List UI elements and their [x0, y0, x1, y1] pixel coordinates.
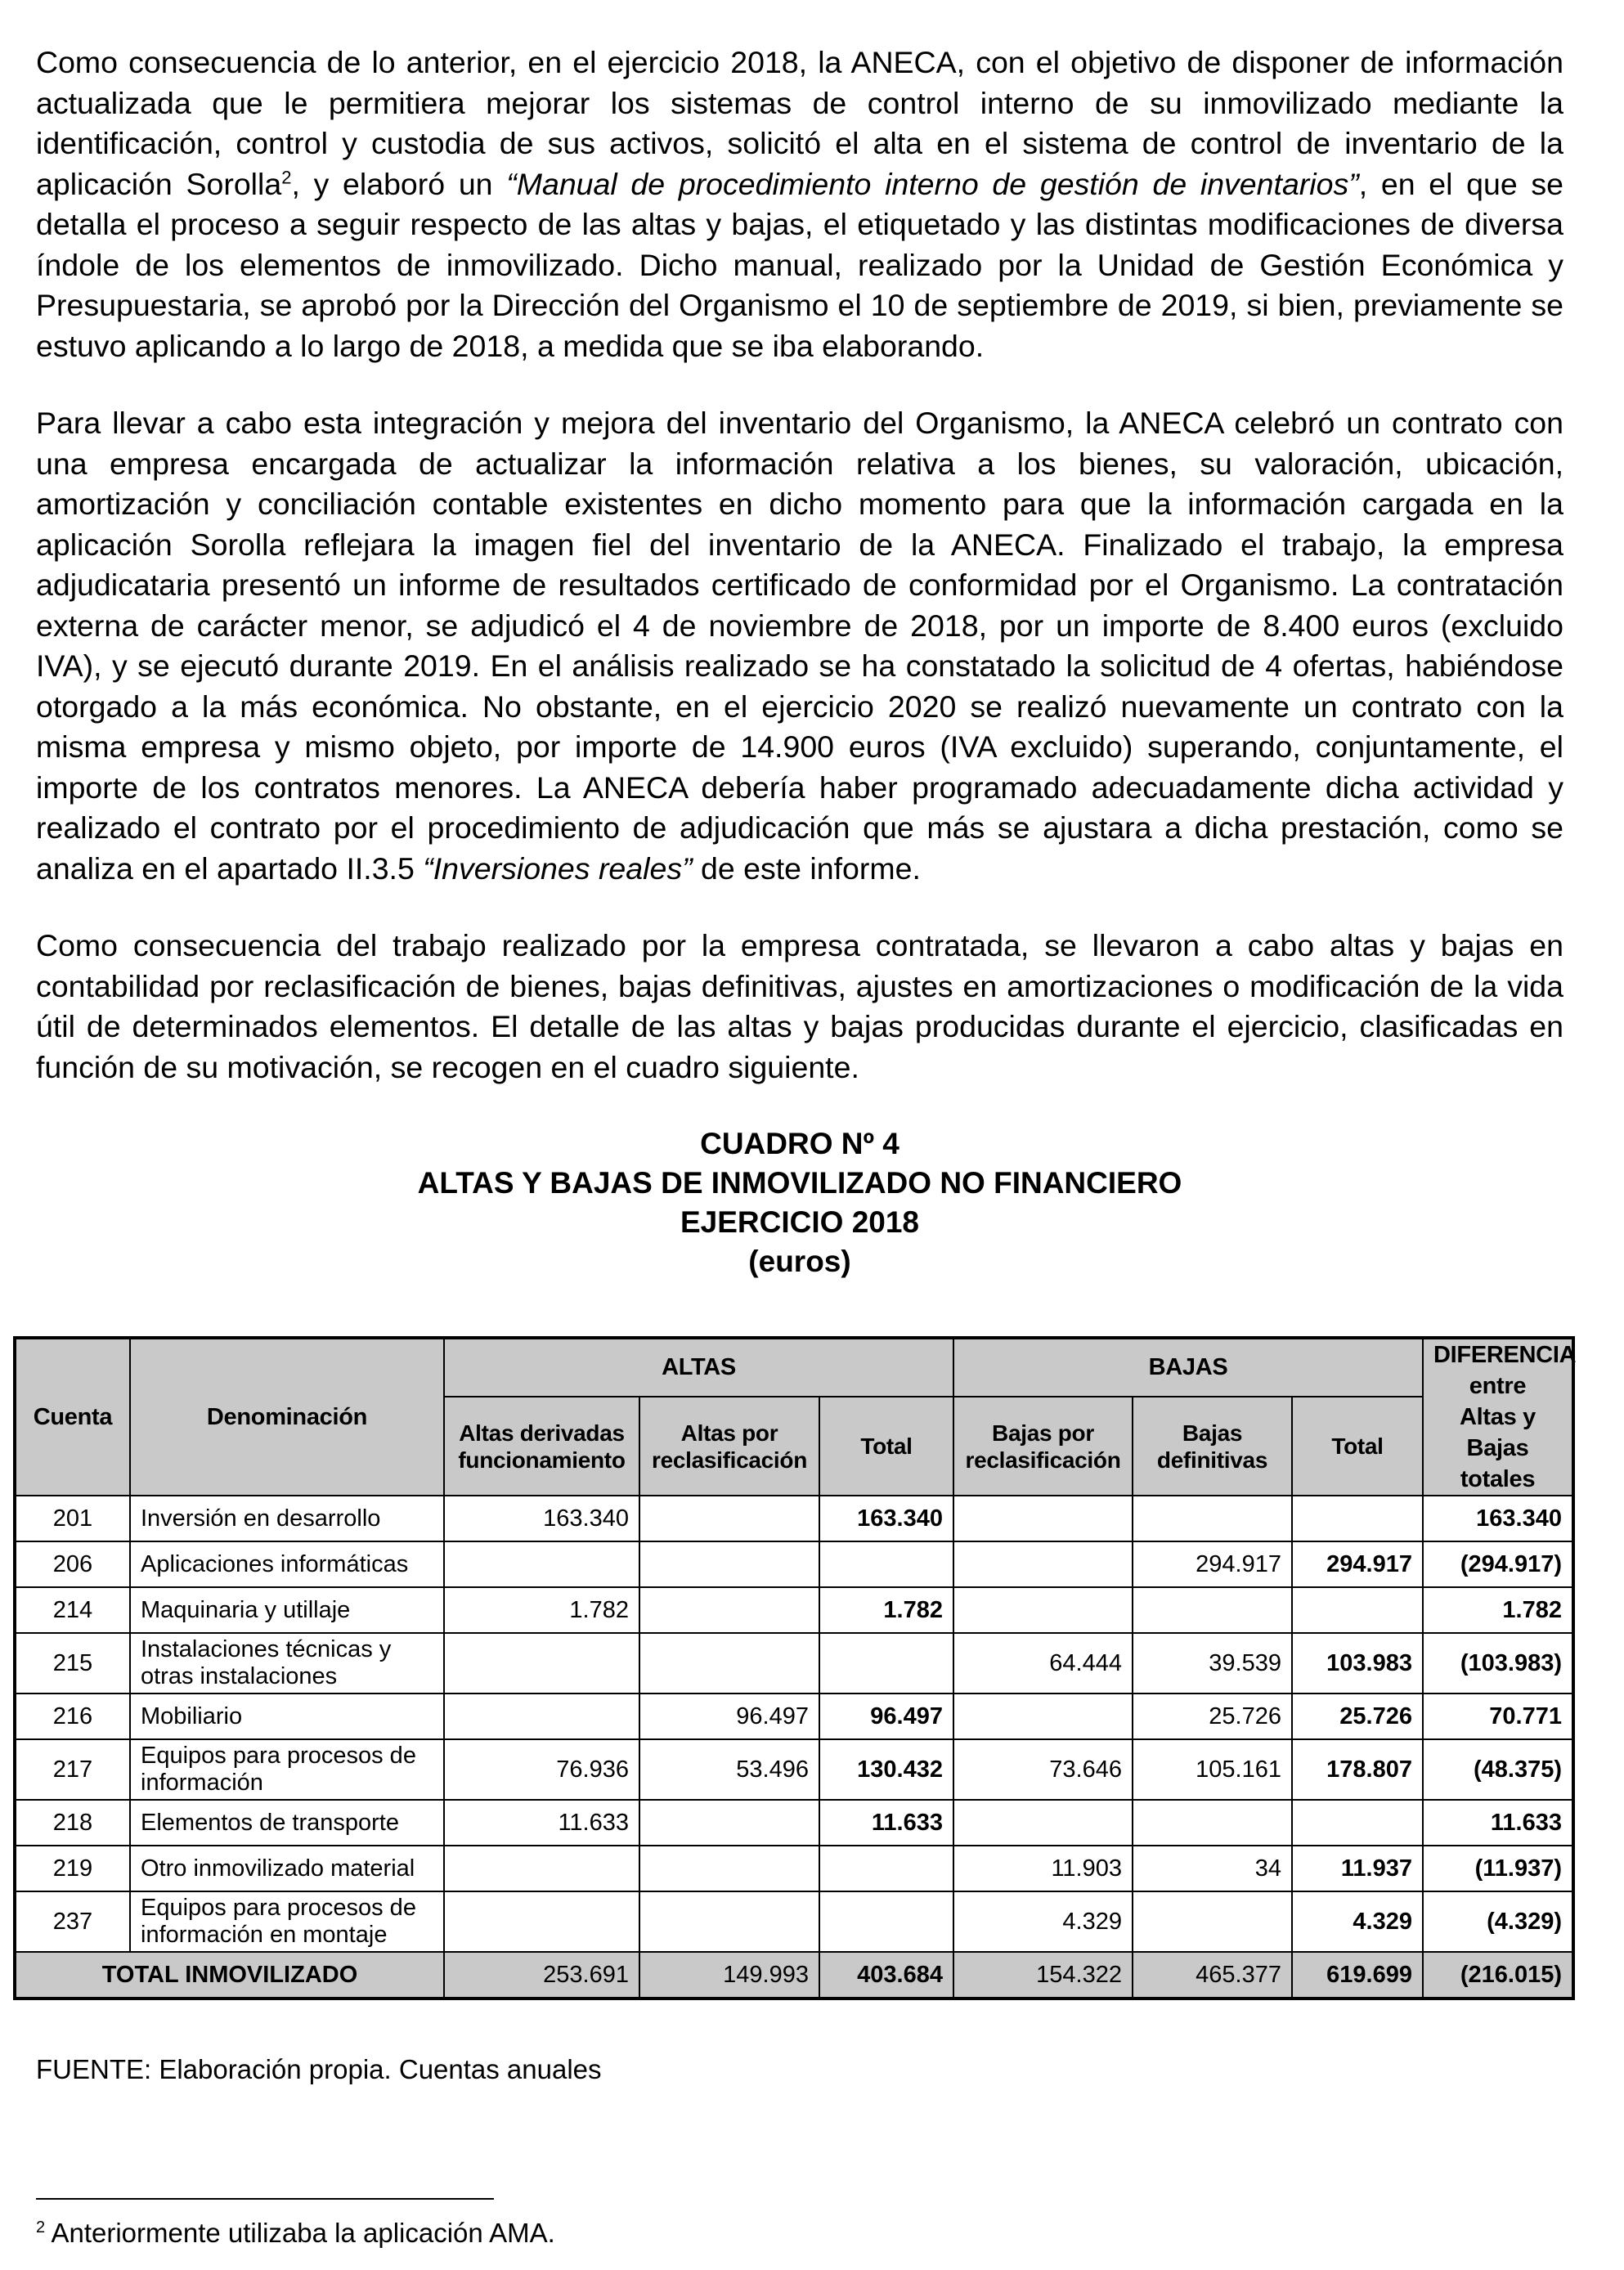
footnote	[36, 2218, 555, 2249]
cell-diferencia: (294.917)	[1423, 1541, 1573, 1587]
cell-denominacion-line2: otras instalaciones	[141, 1663, 338, 1689]
cell-cuenta: 217	[15, 1739, 130, 1800]
cell-bajas-definitivas: 294.917	[1133, 1541, 1292, 1587]
cell-altas-total: 11.633	[819, 1800, 953, 1846]
footnote-number: 2	[36, 2218, 46, 2236]
cell-denominacion: Maquinaria y utillaje	[130, 1587, 444, 1633]
cell-altas-funcionamiento	[444, 1891, 639, 1952]
cell-bajas-definitivas	[1133, 1587, 1292, 1633]
header-altas-reclasificacion	[639, 1397, 819, 1496]
footnote-reference: 2	[281, 167, 292, 187]
cell-altas-reclasificacion	[639, 1633, 819, 1694]
cell-diferencia: 1.782	[1423, 1587, 1573, 1633]
cell-altas-total: 1.782	[819, 1587, 953, 1633]
cell-diferencia: 11.633	[1423, 1800, 1573, 1846]
cell-altas-funcionamiento: 76.936	[444, 1739, 639, 1800]
paragraph-2	[36, 403, 1563, 889]
total-bajas-total: 619.699	[1292, 1952, 1423, 1999]
manual-title: “Manual de procedimiento interno de gestión de inventarios”	[506, 166, 1359, 201]
document-page	[36, 43, 1563, 1281]
header-denominacion: Denominación	[130, 1338, 444, 1496]
total-altas-funcionamiento: 253.691	[444, 1952, 639, 1999]
table-title-year: EJERCICIO 2018	[680, 1205, 920, 1239]
cell-altas-total: 163.340	[819, 1496, 953, 1541]
cell-altas-reclasificacion	[639, 1846, 819, 1891]
cell-bajas-total: 4.329	[1292, 1891, 1423, 1952]
cell-denominacion-line2: información en montaje	[141, 1922, 388, 1948]
header-altas-funcionamiento-line2: funcionamiento	[458, 1447, 626, 1473]
cell-bajas-total: 103.983	[1292, 1633, 1423, 1694]
cell-bajas-reclasificacion: 64.444	[953, 1633, 1133, 1694]
cell-bajas-reclasificacion	[953, 1587, 1133, 1633]
cell-denominacion	[130, 1891, 444, 1952]
cell-denominacion: Inversión en desarrollo	[130, 1496, 444, 1541]
cell-altas-reclasificacion	[639, 1587, 819, 1633]
cell-bajas-total: 178.807	[1292, 1739, 1423, 1800]
header-altas-funcionamiento-line1: Altas derivadas	[459, 1420, 625, 1446]
paragraph-1	[36, 43, 1563, 366]
header-bajas-reclasificacion-line2: reclasificación	[965, 1447, 1121, 1473]
table-row	[15, 1496, 1573, 1541]
cell-diferencia: (11.937)	[1423, 1846, 1573, 1891]
cell-bajas-reclasificacion	[953, 1541, 1133, 1587]
table-row	[15, 1739, 1573, 1800]
cell-altas-reclasificacion: 96.497	[639, 1694, 819, 1739]
cell-diferencia: (103.983)	[1423, 1633, 1573, 1694]
header-bajas-definitivas	[1133, 1397, 1292, 1496]
cell-cuenta: 218	[15, 1800, 130, 1846]
cell-bajas-definitivas: 39.539	[1133, 1633, 1292, 1694]
cell-bajas-definitivas	[1133, 1800, 1292, 1846]
header-altas: ALTAS	[444, 1338, 953, 1397]
cell-denominacion	[130, 1633, 444, 1694]
header-diferencia-line2: entre	[1469, 1373, 1527, 1399]
cell-denominacion: Aplicaciones informáticas	[130, 1541, 444, 1587]
paragraph-2-text-a: Para llevar a cabo esta integración y mejora del inventario del Organismo, la ANECA celebró un contrato con una empresa encargada de actualizar la información relativa a los bienes, su valoración, ubicación, amortización y conciliación contable existentes en dicho momento para que la información cargada en la aplicación Sorolla reflejara la imagen fiel del inventario de la ANECA. Finalizado el trabajo, la empresa adjudicataria presentó un informe de resultados certificado de conformidad por el Organismo. La contratación externa de carácter menor, se adjudicó el 4 de noviembre de 2018, por un importe de 8.400 euros (excluido IVA), y se ejecutó durante 2019. En el análisis realizado se ha constatado la solicitud de 4 ofertas, habiéndose otorgado a la más económica. No obstante, en el ejercicio 2020 se realizó nuevamente un contrato con la misma empresa y mismo objeto, por importe de 14.900 euros (IVA excluido) superando, conjuntamente, el importe de los contratos menores. La ANECA debería haber programado adecuadamente dicha actividad y realizado el contrato por el procedimiento de adjudicación que más se ajustara a dicha prestación, como se analiza en el apartado II.3.5	[36, 406, 1563, 886]
cell-bajas-total: 11.937	[1292, 1846, 1423, 1891]
cell-altas-reclasificacion	[639, 1541, 819, 1587]
table-title	[36, 1124, 1563, 1281]
table-total-row	[15, 1952, 1573, 1999]
table-title-unit: (euros)	[748, 1245, 851, 1278]
cell-bajas-definitivas: 34	[1133, 1846, 1292, 1891]
cell-cuenta: 216	[15, 1694, 130, 1739]
cell-altas-reclasificacion	[639, 1891, 819, 1952]
table-row	[15, 1800, 1573, 1846]
cell-diferencia: (4.329)	[1423, 1891, 1573, 1952]
header-altas-funcionamiento	[444, 1397, 639, 1496]
cell-altas-funcionamiento: 1.782	[444, 1587, 639, 1633]
cell-altas-total	[819, 1633, 953, 1694]
paragraph-1-text-c: , en el que se detalla el proceso a seguir respecto de las altas y bajas, el etiquetado y las distintas modificaciones de diversa índole de los elementos de inmovilizado. Dicho manual, realizado por la Unidad de Gestión Económica y Presupuestaria, se aprobó por la Dirección del Organismo el 10 de septiembre de 2019, si bien, previamente se estuvo aplicando a lo largo de 2018, a medida que se iba elaborando.	[36, 166, 1564, 363]
table-row	[15, 1633, 1573, 1694]
footnote-divider	[36, 2198, 494, 2200]
cell-bajas-reclasificacion	[953, 1694, 1133, 1739]
cell-cuenta: 219	[15, 1846, 130, 1891]
cell-bajas-definitivas: 25.726	[1133, 1694, 1292, 1739]
header-diferencia-line3: Altas y Bajas	[1460, 1404, 1536, 1461]
cell-altas-funcionamiento	[444, 1846, 639, 1891]
cell-diferencia: 70.771	[1423, 1694, 1573, 1739]
cell-denominacion: Mobiliario	[130, 1694, 444, 1739]
cell-denominacion-line1: Equipos para procesos de	[141, 1895, 416, 1921]
cell-diferencia: 163.340	[1423, 1496, 1573, 1541]
header-cuenta: Cuenta	[15, 1338, 130, 1496]
paragraph-2-text-b: de este informe.	[692, 850, 921, 886]
cell-altas-reclasificacion: 53.496	[639, 1739, 819, 1800]
header-bajas-definitivas-line1: Bajas	[1182, 1420, 1243, 1446]
cell-diferencia: (48.375)	[1423, 1739, 1573, 1800]
cell-altas-total	[819, 1891, 953, 1952]
total-diferencia: (216.015)	[1423, 1952, 1573, 1999]
header-bajas-reclasificacion	[953, 1397, 1133, 1496]
cell-altas-reclasificacion	[639, 1496, 819, 1541]
section-reference: “Inversiones reales”	[423, 850, 693, 886]
cell-denominacion-line1: Instalaciones técnicas y	[141, 1636, 392, 1662]
cell-bajas-reclasificacion: 4.329	[953, 1891, 1133, 1952]
footnote-text: Anteriormente utilizaba la aplicación AMA.	[45, 2218, 555, 2248]
cell-denominacion	[130, 1739, 444, 1800]
cell-altas-funcionamiento: 11.633	[444, 1800, 639, 1846]
cell-cuenta: 237	[15, 1891, 130, 1952]
cell-bajas-reclasificacion: 11.903	[953, 1846, 1133, 1891]
altas-bajas-table	[13, 1336, 1575, 2000]
header-diferencia	[1423, 1338, 1577, 1496]
cell-bajas-total	[1292, 1587, 1423, 1633]
cell-altas-total: 130.432	[819, 1739, 953, 1800]
cell-altas-total	[819, 1541, 953, 1587]
table-row	[15, 1587, 1573, 1633]
table-row	[15, 1541, 1573, 1587]
cell-bajas-reclasificacion: 73.646	[953, 1739, 1133, 1800]
total-label: TOTAL INMOVILIZADO	[15, 1952, 444, 1999]
cell-altas-reclasificacion	[639, 1800, 819, 1846]
total-bajas-reclasificacion: 154.322	[953, 1952, 1133, 1999]
cell-cuenta: 214	[15, 1587, 130, 1633]
cell-bajas-total	[1292, 1496, 1423, 1541]
cell-cuenta: 215	[15, 1633, 130, 1694]
header-bajas-total: Total	[1292, 1397, 1423, 1496]
cell-altas-funcionamiento	[444, 1541, 639, 1587]
cell-altas-funcionamiento: 163.340	[444, 1496, 639, 1541]
table-title-name: ALTAS Y BAJAS DE INMOVILIZADO NO FINANCIERO	[417, 1166, 1182, 1200]
cell-cuenta: 201	[15, 1496, 130, 1541]
header-altas-total: Total	[819, 1397, 953, 1496]
cell-bajas-total: 25.726	[1292, 1694, 1423, 1739]
header-diferencia-line4: totales	[1460, 1466, 1536, 1492]
cell-denominacion: Elementos de transporte	[130, 1800, 444, 1846]
cell-bajas-definitivas	[1133, 1891, 1292, 1952]
total-bajas-definitivas: 465.377	[1133, 1952, 1292, 1999]
cell-altas-funcionamiento	[444, 1694, 639, 1739]
paragraph-1-text-b: , y elaboró un	[291, 166, 507, 201]
header-bajas-reclasificacion-line1: Bajas por	[992, 1420, 1094, 1446]
cell-bajas-definitivas: 105.161	[1133, 1739, 1292, 1800]
table-source: FUENTE: Elaboración propia. Cuentas anuales	[36, 2054, 602, 2084]
header-bajas: BAJAS	[953, 1338, 1423, 1397]
cell-bajas-total: 294.917	[1292, 1541, 1423, 1587]
paragraph-3: Como consecuencia del trabajo realizado por la empresa contratada, se llevaron a cabo altas y bajas en contabilidad por reclasificación de bienes, bajas definitivas, ajustes en amortizaciones o modificación de la vida útil de determinados elementos. El detalle de las altas y bajas producidas durante el ejercicio, clasificadas en función de su motivación, se recogen en el cuadro siguiente.	[36, 928, 1563, 1084]
paragraph-1-text-a: Como consecuencia de lo anterior, en el ejercicio 2018, la ANECA, con el objetivo de disponer de información actualizada que le permitiera mejorar los sistemas de control interno de su inmovilizado mediante la identificación, control y custodia de sus activos, solicitó el alta en el sistema de control de inventario de la aplicación Sorolla	[36, 45, 1563, 201]
table-row	[15, 1891, 1573, 1952]
header-altas-reclasificacion-line2: reclasificación	[651, 1447, 808, 1473]
cell-bajas-reclasificacion	[953, 1496, 1133, 1541]
header-altas-reclasificacion-line1: Altas por	[680, 1420, 778, 1446]
total-altas-total: 403.684	[819, 1952, 953, 1999]
cell-altas-total	[819, 1846, 953, 1891]
cell-bajas-total	[1292, 1800, 1423, 1846]
header-diferencia-line1: DIFERENCIA	[1433, 1342, 1577, 1368]
cell-bajas-definitivas	[1133, 1496, 1292, 1541]
table-title-number: CUADRO Nº 4	[700, 1127, 899, 1160]
cell-altas-funcionamiento	[444, 1633, 639, 1694]
cell-altas-total: 96.497	[819, 1694, 953, 1739]
header-bajas-definitivas-line2: definitivas	[1156, 1447, 1268, 1473]
cell-denominacion-line2: información	[141, 1770, 263, 1796]
table-row	[15, 1694, 1573, 1739]
cell-denominacion-line1: Equipos para procesos de	[141, 1743, 416, 1769]
cell-denominacion: Otro inmovilizado material	[130, 1846, 444, 1891]
cell-cuenta: 206	[15, 1541, 130, 1587]
table-row	[15, 1846, 1573, 1891]
cell-bajas-reclasificacion	[953, 1800, 1133, 1846]
total-altas-reclasificacion: 149.993	[639, 1952, 819, 1999]
